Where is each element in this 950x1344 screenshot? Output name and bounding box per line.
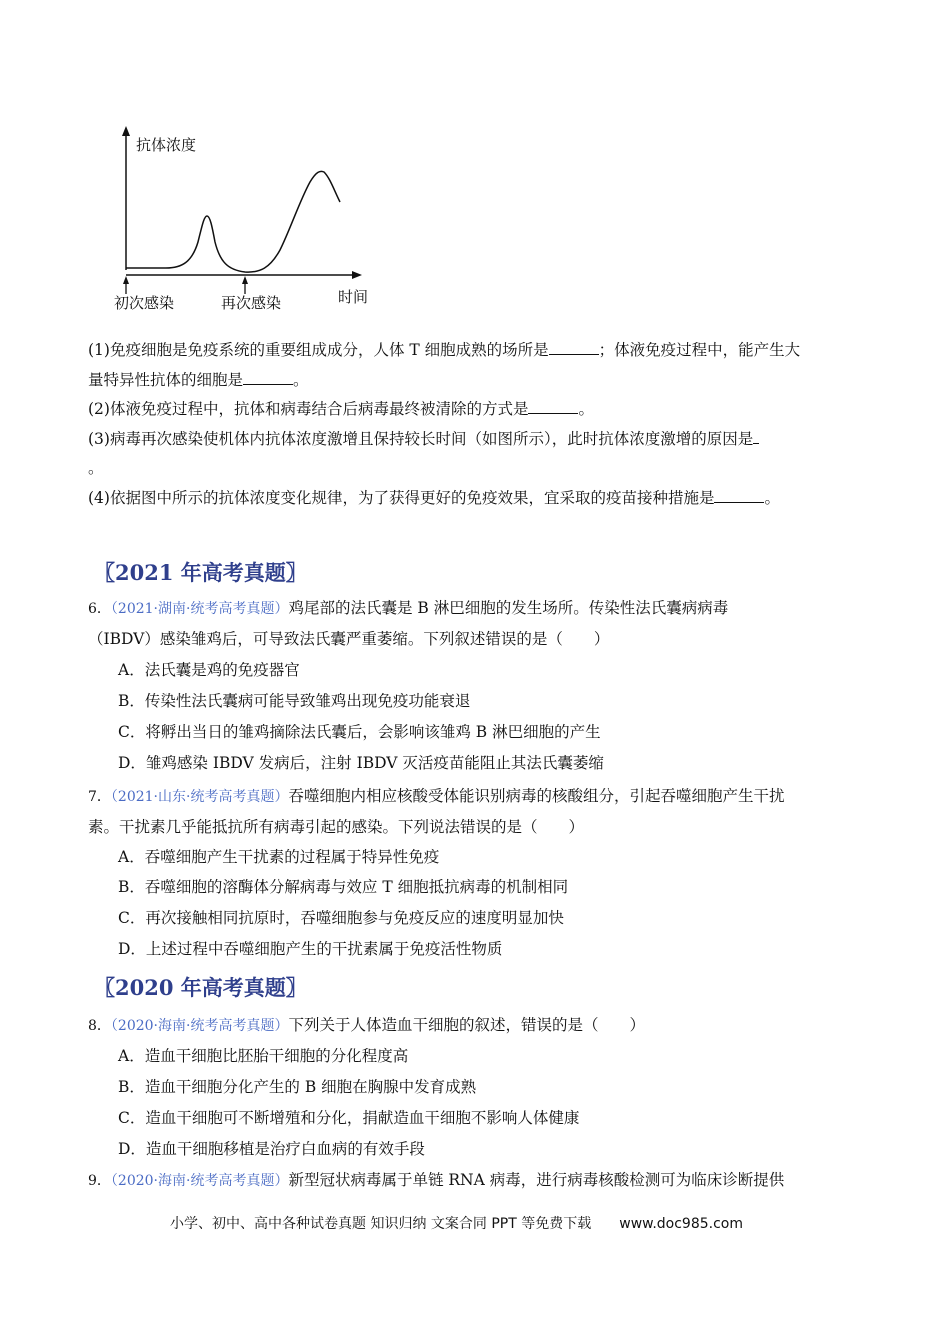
answer-blank[interactable]	[549, 340, 599, 355]
q8-option-b[interactable]: B．造血干细胞分化产生的 B 细胞在胸腺中发育成熟	[118, 1078, 477, 1096]
y-axis-arrow	[122, 126, 130, 136]
q7-stem-text-1: 吞噬细胞内相应核酸受体能识别病毒的核酸组分，引起吞噬细胞产生干扰	[288, 787, 785, 805]
y-axis-label: 抗体浓度	[136, 136, 197, 154]
q8-option-c[interactable]: C．造血干细胞可不断增殖和分化，捐献造血干细胞不影响人体健康	[118, 1109, 580, 1127]
section-heading-2020: 〖2020 年高考真题〗	[94, 975, 307, 1000]
q5-part3-text-b: 。	[88, 459, 104, 477]
q6-option-d[interactable]: D．雏鸡感染 IBDV 发病后，注射 IBDV 灭活疫苗能阻止其法氏囊萎缩	[118, 754, 604, 772]
q5-part2	[88, 399, 594, 419]
q5-part4-text-b: 。	[764, 489, 780, 507]
page-footer	[170, 1213, 743, 1233]
q9-stem-line1	[88, 1170, 784, 1191]
q6-stem-line2	[88, 629, 609, 649]
footer-text: 小学、初中、高中各种试卷真题 知识归纳 文案合同 PPT 等免费下载	[170, 1216, 592, 1232]
q5-part3-line1	[88, 429, 759, 449]
q6-source: （2021·湖南·统考高考真题）	[110, 601, 289, 617]
q7-option-b[interactable]: B．吞噬细胞的溶酶体分解病毒与效应 T 细胞抵抗病毒的机制相同	[118, 878, 569, 896]
q5-part1-text-b: ；体液免疫过程中，能产生大	[598, 341, 801, 359]
q5-part1-line2	[88, 370, 309, 390]
q7-stem-text-2: 素。干扰素几乎能抵抗所有病毒引起的感染。下列说法错误的是（ ）	[88, 818, 585, 836]
q5-part4	[88, 488, 780, 508]
q6-option-a[interactable]: A．法氏囊是鸡的免疫器官	[118, 661, 300, 679]
antibody-curve	[126, 171, 340, 272]
q7-source: （2021·山东·统考高考真题）	[110, 789, 289, 805]
q7-stem-line2	[88, 817, 584, 837]
q9-stem-text-1: 新型冠状病毒属于单链 RNA 病毒，进行病毒核酸检测可为临床诊断提供	[288, 1171, 785, 1189]
first-infection-label: 初次感染	[114, 294, 175, 312]
q6-number: 6．	[88, 601, 111, 617]
q7-option-c[interactable]: C．再次接触相同抗原时，吞噬细胞参与免疫反应的速度明显加快	[118, 909, 564, 927]
q5-part3-line2	[88, 458, 104, 478]
q8-option-a[interactable]: A．造血干细胞比胚胎干细胞的分化程度高	[118, 1047, 409, 1065]
q5-part1-text-c: 量特异性抗体的细胞是	[88, 371, 244, 389]
answer-blank[interactable]	[528, 399, 578, 414]
q7-stem-line1	[88, 786, 784, 807]
q5-part1-text-a: (1)免疫细胞是免疫系统的重要组成成分，人体 T 细胞成熟的场所是	[88, 341, 549, 359]
section-heading-2021: 〖2021 年高考真题〗	[94, 560, 307, 585]
q6-stem-text-2: （IBDV）感染雏鸡后，可导致法氏囊严重萎缩。下列叙述错误的是（ ）	[88, 630, 610, 648]
antibody-figure	[110, 122, 470, 322]
second-infection-label: 再次感染	[221, 294, 282, 312]
q7-number: 7．	[88, 789, 111, 805]
q8-number: 8．	[88, 1018, 111, 1034]
q6-option-b[interactable]: B．传染性法氏囊病可能导致雏鸡出现免疫功能衰退	[118, 692, 471, 710]
q5-part1-line1	[88, 340, 800, 360]
q8-stem-text-1: 下列关于人体造血干细胞的叙述，错误的是（ ）	[288, 1016, 645, 1034]
x-axis-label: 时间	[338, 288, 369, 306]
q9-number: 9．	[88, 1173, 111, 1189]
q5-part1-text-d: 。	[293, 371, 309, 389]
q8-source: （2020·海南·统考高考真题）	[110, 1018, 289, 1034]
q5-part3-text-a: (3)病毒再次感染使机体内抗体浓度激增且保持较长时间（如图所示），此时抗体浓度激增的原因是	[88, 430, 754, 448]
q6-option-c[interactable]: C．将孵出当日的雏鸡摘除法氏囊后，会影响该雏鸡 B 淋巴细胞的产生	[118, 723, 601, 741]
q5-part4-text-a: (4)依据图中所示的抗体浓度变化规律，为了获得更好的免疫效果，宜采取的疫苗接种措施是	[88, 489, 715, 507]
x-axis-arrow	[352, 271, 362, 279]
q7-option-a[interactable]: A．吞噬细胞产生干扰素的过程属于特异性免疫	[118, 848, 440, 866]
answer-blank[interactable]	[243, 370, 293, 385]
footer-url[interactable]: www.doc985.com	[619, 1216, 743, 1232]
q5-part2-text-a: (2)体液免疫过程中，抗体和病毒结合后病毒最终被清除的方式是	[88, 400, 529, 418]
first-infection-arrowhead	[123, 276, 129, 284]
q5-part2-text-b: 。	[578, 400, 594, 418]
q9-source: （2020·海南·统考高考真题）	[110, 1173, 289, 1189]
q8-stem-line1	[88, 1015, 645, 1036]
answer-blank[interactable]	[714, 488, 764, 503]
q6-stem-line1	[88, 598, 728, 619]
q6-stem-text-1: 鸡尾部的法氏囊是 B 淋巴细胞的发生场所。传染性法氏囊病病毒	[288, 599, 729, 617]
q8-option-d[interactable]: D．造血干细胞移植是治疗白血病的有效手段	[118, 1140, 425, 1158]
q7-option-d[interactable]: D．上述过程中吞噬细胞产生的干扰素属于免疫活性物质	[118, 940, 503, 958]
second-infection-arrowhead	[242, 276, 248, 284]
answer-blank[interactable]	[753, 429, 759, 444]
